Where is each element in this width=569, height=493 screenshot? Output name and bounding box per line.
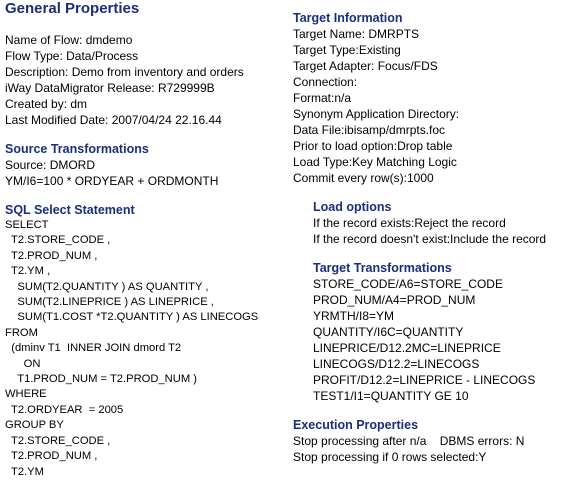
source-line: YM/I6=100 * ORDYEAR + ORDMONTH <box>5 174 219 188</box>
target-info-line: Commit every row(s):1000 <box>293 171 434 185</box>
sql-line: ON <box>5 357 41 370</box>
flow-description: Description: Demo from inventory and orders <box>5 65 244 79</box>
execution-line: Stop processing if 0 rows selected:Y <box>293 450 487 464</box>
target-transformation-line: PROD_NUM/A4=PROD_NUM <box>313 293 476 307</box>
sql-line: SUM(T2.QUANTITY ) AS QUANTITY , <box>5 280 209 293</box>
sql-line: T2.PROD_NUM , <box>5 450 98 463</box>
target-transformations-section <box>293 260 569 404</box>
target-info-line: Load Type:Key Matching Logic <box>293 155 457 169</box>
target-transformation-line: YRMTH/I8=YM <box>313 309 395 323</box>
sql-line: T2.STORE_CODE , <box>5 434 111 447</box>
target-info-heading: Target Information <box>293 11 403 25</box>
target-info-line: Format:n/a <box>293 91 352 105</box>
target-info-line: Synonym Application Directory: <box>293 107 460 121</box>
flow-modified-date: Last Modified Date: 2007/04/24 22.16.44 <box>5 113 222 127</box>
target-info-line: Connection: <box>293 75 358 89</box>
execution-line: Stop processing after n/a DBMS errors: N <box>293 434 525 448</box>
sql-line: GROUP BY <box>5 419 64 432</box>
sql-line: T2.YM <box>5 465 44 478</box>
target-info-line: Prior to load option:Drop table <box>293 139 453 153</box>
source-transformations-section <box>5 141 285 189</box>
sql-line: (dminv T1 INNER JOIN dmord T2 <box>5 342 182 355</box>
target-transformation-line: PROFIT/D12.2=LINEPRICE - LINECOGS <box>313 373 536 387</box>
flow-info <box>5 32 285 128</box>
flow-name: Name of Flow: dmdemo <box>5 33 133 47</box>
source-line: Source: DMORD <box>5 158 96 172</box>
execution-heading: Execution Properties <box>293 418 419 432</box>
load-options-heading: Load options <box>313 200 392 214</box>
left-column <box>5 32 285 480</box>
execution-section <box>293 417 569 465</box>
target-info-line: Data File:ibisamp/dmrpts.foc <box>293 123 446 137</box>
target-transformation-line: STORE_CODE/A6=STORE_CODE <box>313 277 503 291</box>
load-option-line: If the record doesn't exist:Include the record <box>313 232 547 246</box>
flow-release: iWay DataMigrator Release: R729999B <box>5 81 215 95</box>
target-info-line: Target Name: DMRPTS <box>293 27 420 41</box>
target-transformation-line: LINEPRICE/D12.2MC=LINEPRICE <box>313 341 501 355</box>
source-transformations-heading: Source Transformations <box>5 142 149 156</box>
flow-created-by: Created by: dm <box>5 97 88 111</box>
target-info-line: Target Type:Existing <box>293 43 401 57</box>
sql-line: T2.STORE_CODE , <box>5 234 111 247</box>
sql-line: T2.ORDYEAR = 2005 <box>5 403 124 416</box>
load-option-line: If the record exists:Reject the record <box>313 216 506 230</box>
sql-section <box>5 202 285 480</box>
target-transformation-line: LINECOGS/D12.2=LINECOGS <box>313 357 480 371</box>
sql-line: SUM(T2.LINEPRICE ) AS LINEPRICE , <box>5 296 214 309</box>
load-options-section <box>293 199 569 247</box>
target-transformation-line: QUANTITY/I6C=QUANTITY <box>313 325 464 339</box>
sql-line: T2.PROD_NUM , <box>5 249 98 262</box>
target-transformations-heading: Target Transformations <box>313 261 452 275</box>
target-transformation-line: TEST1/I1=QUANTITY GE 10 <box>313 389 469 403</box>
sql-line: T1.PROD_NUM = T2.PROD_NUM ) <box>5 373 197 386</box>
target-info-line: Target Adapter: Focus/FDS <box>293 59 438 73</box>
flow-type: Flow Type: Data/Process <box>5 49 139 63</box>
sql-line: SUM(T1.COST *T2.QUANTITY ) AS LINECOGS <box>5 311 259 324</box>
sql-line: T2.YM , <box>5 265 51 278</box>
sql-line: WHERE <box>5 388 47 401</box>
sql-line: FROM <box>5 326 38 339</box>
target-info-section <box>293 10 569 186</box>
sql-heading: SQL Select Statement <box>5 203 135 217</box>
right-column <box>293 10 569 465</box>
page-title: General Properties <box>5 0 140 17</box>
sql-line: SELECT <box>5 219 49 231</box>
